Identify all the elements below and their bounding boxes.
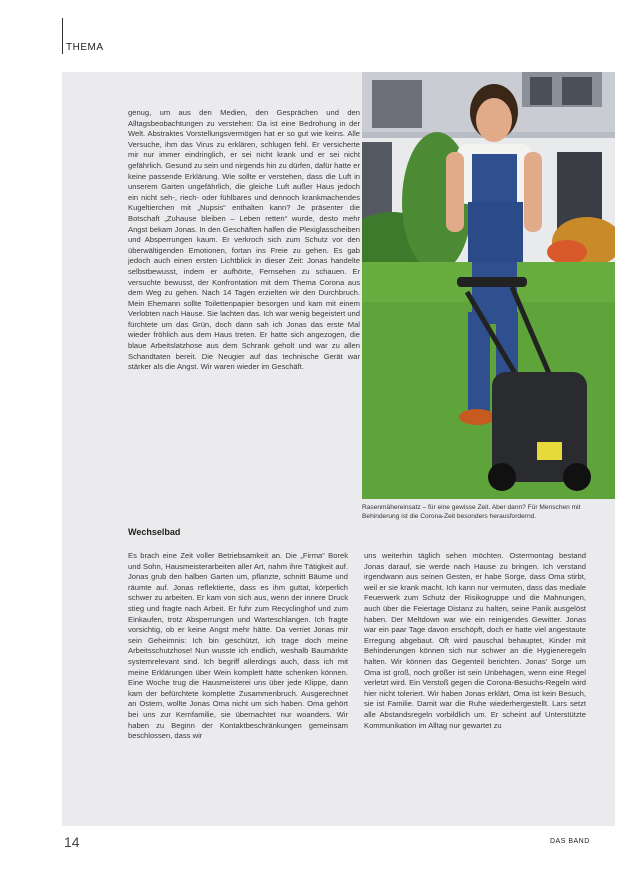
section-label: THEMA — [66, 42, 104, 53]
article-photo — [362, 72, 615, 499]
article-column-bottom-left — [128, 551, 348, 742]
section-rule — [62, 18, 63, 54]
article-subheading: Wechselbad — [128, 527, 181, 537]
lawn-mower-photo — [362, 72, 615, 499]
article-text-bottom-left: Es brach eine Zeit voller Betriebsamkeit an. Die „Firma“ Borek und Sohn, Hausmeisterarbeiten aller Art, nahm ihre Tätigkeit auf. Jonas grub den halben Garten um, pflanzte, schnitt Bäume und räumte auf. Jonas reflektierte, dass es ihm guttat, körperlich schwer zu arbeiten. Er kam von sich aus, wenn der innere Druck stieg und fragte nach Arbeit. Er fuhr zum Recyclinghof und zum Einkaufen, trotz Absperrungen und Warteschlangen. Ich fragte vorsichtig, ob er keine Angst mehr hätte. Da verriet Jonas mir sein Geheimnis: Ich bin geschützt, ich trage doch meine Arbeitsschutzhose! Nun wusste ich endlich, weshalb Baumärkte systemrelevant sind. Ich begriff allerdings auch, dass ich mit meine Erklärungen über Wein komplett hätte schenken können. Eine Woche trug die Hausmeisterei uns über jede Klippe, dann kam der befürchtete komplette Zusammenbruch. Ausgerechnet an Ostern, wollte Jonas Oma nicht um sich haben. Oma gehört bei uns zur Kernfamilie, sie übernachtet nur woanders. Wir haben zu Beginn der Kontaktbeschränkungen gemeinsam beschlossen, dass wir — [128, 551, 348, 741]
article-text-top: genug, um aus den Medien, den Gesprächen und den Alltagsbeobachtungen zu verstehen: Da ist eine Bedrohung in der Welt. Abstraktes Vorstellungsvermögen hat er so gut wie keins. Alle Versuche, ihm das Virus zu erklären, schlugen fehl. Er versicherte mir nur immer eindringlich, er sei nicht krank und er sei nicht gefährlich. Gesund zu sein und nirgends hin zu dürfen, dafür hatte er keine passende Erklärung. Wie sollte er verstehen, dass die Luft in unserem Garten ungefährlich, die gleiche Luft außer Haus jedoch ein nicht seh-, riech- oder fühlbares und dennoch krankmachendes Kugeltierchen mit „Nupsis“ enthalten kann? Je präsenter die Botschaft „Zuhause bleiben – Leben retten“ wurde, desto mehr Angst bekam Jonas. In den Geschäften halfen die Plexiglasscheiben und Absperrungen kaum. Er verkroch sich zum Schutz vor den überwältigenden Emotionen, fortan ins Freie zu gehen. Es gab jedoch auch einen ersten Lichtblick in dieser Zeit: Jonas handelte selbstbewusst, indem er aufhörte, Fernsehen zu schauen. Er versuchte bewusst, der Konfrontation mit dem Thema Corona aus dem Weg zu gehen. Nach 14 Tagen erzielten wir den Durchbruch. Mein Ehemann sollte Toilettenpapier besorgen und kam mit einem Verlobten nach Hause. Sie lachten das. Ich war wenig begeistert und fürchtete um das Grün, doch dann sah ich Jonas das erste Mal wieder fröhlich aus dem Haus treten. Er hatte sich angezogen, die blaue Arbeitslatzhose aus dem Schrank geholt und war zu allen Schandtaten bereit. Die Neugier auf das technische Gerät war stärker als die Angst. Wir waren wieder im Geschäft. — [128, 108, 360, 372]
page-number: 14 — [64, 834, 80, 850]
magazine-name: DAS BAND — [550, 838, 590, 845]
photo-caption: Rasenmähereinsatz – für eine gewisse Zeit. Aber dann? Für Menschen mit Behinderung ist die Corona-Zeit besonders herausfordernd. — [362, 504, 581, 520]
article-column-bottom-right — [364, 551, 586, 731]
article-column-top — [128, 108, 360, 373]
article-text-bottom-right: uns weiterhin täglich sehen möchten. Ostermontag bestand Jonas darauf, sie werde nach Hause zu bringen. Ich verstand irgendwann aus seinen Gesten, er habe Sorge, dass Oma stirbt, weil er sie krank macht. Ich kann nur vermuten, dass das mediale Feuerwerk zum Schutz der Risikogruppe und die Mahnungen, auch über die Feiertage Distanz zu halten, seine Panik ausgelöst haben. Der Meltdown war wie ein reinigendes Gewitter. Jonas war ein paar Tage davon erschöpft, doch er hatte viel angestaute Erregung abgebaut. Oft wird pauschal behauptet, Kinder mit Behinderungen können sich nur schwer an die Hygieneregeln halten. Wir können das Gegenteil berichten. Jonas' Sorge um Oma ist groß, noch größer ist sein Unbehagen, wenn eine Regel verletzt wird. Ein Verstoß gegen die Corona-Besuchs-Regeln wird hier nicht toleriert. Wir haben Jonas erklärt, Oma ist kein Besuch, sie ist Familie. Damit war die Ruhe wiederhergestellt. Lars setzt alle Abstandsregeln vorbildlich um. Er scheint auf Unterstützte Kommunikation im Alltag nur gewartet zu — [364, 551, 586, 730]
